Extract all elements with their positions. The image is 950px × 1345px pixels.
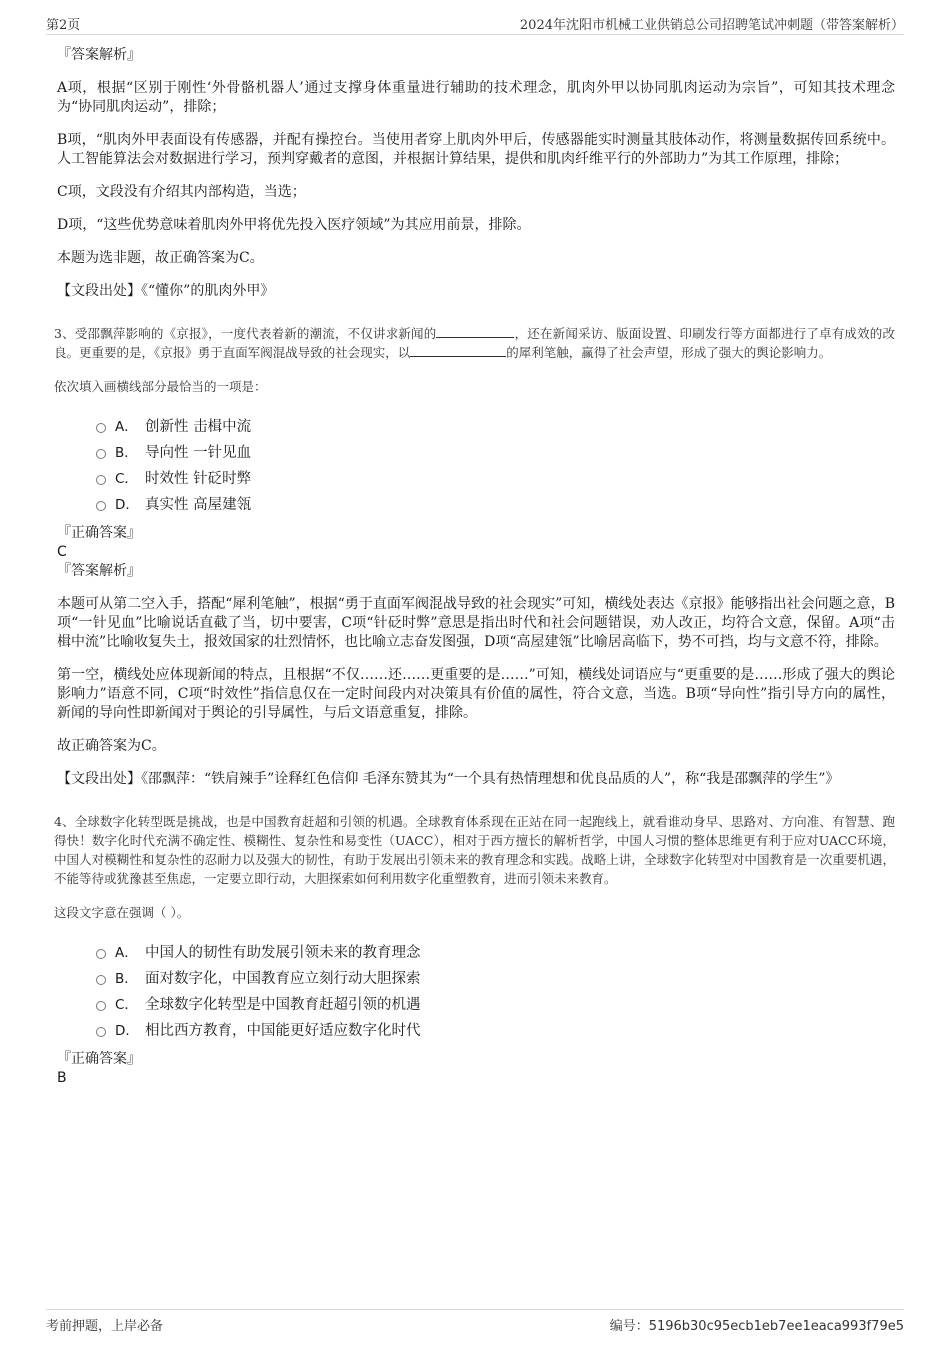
option-letter: B． [115,445,138,461]
option-text: 全球数字化转型是中国教育赶超引领的机遇 [145,997,421,1013]
option-c[interactable] [57,466,895,492]
option-b[interactable] [57,440,895,466]
source-citation: 【文段出处】《邵飘萍：“铁肩辣手”诠释红色信仰 毛泽东赞其为“一个具有热情理想和优良品质的人”，称“我是邵飘萍的学生”》 [57,771,840,787]
document-title: 2024年沈阳市机械工业供销总公司招聘笔试冲刺题（带答案解析） [519,18,904,33]
stem-part: ，还在新闻采访、版面设置、印刷发行等方面都进行了卓有成效的改良。更重要的是，《京报》勇于直面军阀混战导致的社会现实，以 [54,326,895,360]
document-body [54,46,895,1088]
stem-part: 3、受邵飘萍影响的《京报》，一度代表着新的潮流，不仅讲求新闻的 [54,326,437,341]
option-letter: B． [115,971,138,987]
option-text: 创新性 击楫中流 [145,419,252,435]
option-text: 相比西方教育，中国能更好适应数字化时代 [145,1023,421,1039]
option-d[interactable] [57,1018,895,1044]
option-c[interactable] [57,992,895,1018]
radio-icon[interactable] [96,949,106,959]
question-prompt: 依次填入画横线部分最恰当的一项是： [54,379,267,394]
option-letter: A． [115,419,138,435]
option-list [57,414,895,518]
stem-part: 的犀利笔触，赢得了社会声望，形成了强大的舆论影响力。 [506,345,832,360]
option-list [57,940,895,1044]
correct-answer: C [57,544,67,560]
option-a[interactable] [57,940,895,966]
option-text: 真实性 高屋建瓴 [145,497,252,513]
question-prompt: 这段文字意在强调（ ）。 [54,905,190,920]
option-text: 时效性 针砭时弊 [145,471,252,487]
option-letter: C． [115,997,138,1013]
source-citation: 【文段出处】《“懂你”的肌肉外甲》 [57,283,275,299]
fill-blank-1 [436,325,514,338]
answer-label: 『正确答案』 [57,525,141,541]
option-d[interactable] [57,492,895,518]
analysis-paragraph: 本题可从第二空入手，搭配“犀利笔触”，根据“勇于直面军阀混战导致的社会现实”可知，横线处表达《京报》能够指出社会问题之意，B项“一针见血”比喻说话直截了当，切中要害，C项“针砭时弊”意思是指出时代和社会问题错误，劝人改正，均符合文意，保留。A项“击楫中流”比喻收复失土，报效国家的壮烈情怀，也比喻立志奋发图强，D项“高屋建瓴”比喻居高临下，势不可挡，均与文意不符，排除。 [57,596,895,650]
analysis-label: 『答案解析』 [57,47,141,63]
option-letter: C． [115,471,138,487]
option-a[interactable] [57,414,895,440]
question-4 [54,812,895,1088]
option-text: 中国人的韧性有助发展引领未来的教育理念 [145,945,421,961]
radio-icon[interactable] [96,975,106,985]
analysis-paragraph: 故正确答案为C。 [57,738,166,754]
page-footer [46,1309,904,1332]
question-3 [54,324,895,789]
question-2-analysis [57,46,895,301]
analysis-label: 『答案解析』 [57,563,141,579]
page-header [46,14,904,35]
option-letter: D． [115,1023,139,1039]
footer-slogan: 考前押题，上岸必备 [46,1319,164,1334]
radio-icon[interactable] [96,501,106,511]
analysis-paragraph: C项，文段没有介绍其内部构造，当选； [57,184,306,200]
option-text: 面对数字化，中国教育应立刻行动大胆探索 [145,971,421,987]
answer-label: 『正确答案』 [57,1051,141,1067]
analysis-paragraph: D项，“这些优势意味着肌肉外甲将优先投入医疗领域”为其应用前景，排除。 [57,217,531,233]
option-text: 导向性 一针见血 [145,445,252,461]
document-code: 编号：5196b30c95ecb1eb7ee1eaca993f79e5 [609,1319,904,1334]
fill-blank-2 [410,344,506,357]
radio-icon[interactable] [96,423,106,433]
correct-answer: B [57,1070,67,1086]
radio-icon[interactable] [96,449,106,459]
page-number: 第2页 [46,18,81,33]
option-letter: D． [115,497,139,513]
analysis-paragraph: 本题为选非题，故正确答案为C。 [57,250,264,266]
question-stem [54,324,895,362]
option-b[interactable] [57,966,895,992]
analysis-paragraph: 第一空，横线处应体现新闻的特点，且根据“不仅……还……更重要的是……”可知，横线处词语应与“更重要的是……形成了强大的舆论影响力”语意不同，C项“时效性”指信息仅在一定时间段内对决策具有价值的属性，符合文意，当选。B项“导向性”指引导方向的属性，新闻的导向性即新闻对于舆论的引导属性，与后文语意重复，排除。 [57,667,895,721]
radio-icon[interactable] [96,1001,106,1011]
radio-icon[interactable] [96,1027,106,1037]
analysis-paragraph: A项，根据“区别于刚性‘外骨骼机器人’通过支撑身体重量进行辅助的技术理念，肌肉外甲以协同肌肉运动为宗旨”，可知其技术理念为“协同肌肉运动”，排除； [57,80,895,115]
analysis-paragraph: B项，“肌肉外甲表面设有传感器，并配有操控台。当使用者穿上肌肉外甲后，传感器能实时测量其肢体动作，将测量数据传回系统中。人工智能算法会对数据进行学习，预判穿戴者的意图，并根据计算结果，提供和肌肉纤维平行的外部助力”为其工作原理，排除； [57,132,895,167]
radio-icon[interactable] [96,475,106,485]
option-letter: A． [115,945,138,961]
question-stem: 4、全球数字化转型既是挑战，也是中国教育赶超和引领的机遇。全球教育体系现在正站在同一起跑线上，就看谁动身早、思路对、方向准、有智慧、跑得快！数字化时代充满不确定性、模糊性、复杂性和易变性（UACC），相对于西方擅长的解析哲学，中国人习惯的整体思维更有利于应对UACC环境，中国人对模糊性和复杂性的忍耐力以及强大的韧性，有助于发展出引领未来的教育理念和实践。战略上讲，全球数字化转型对中国教育是一次重要机遇，不能等待或犹豫甚至焦虑，一定要立即行动，大胆探索如何利用数字化重塑教育，进而引领未来教育。 [54,814,895,886]
